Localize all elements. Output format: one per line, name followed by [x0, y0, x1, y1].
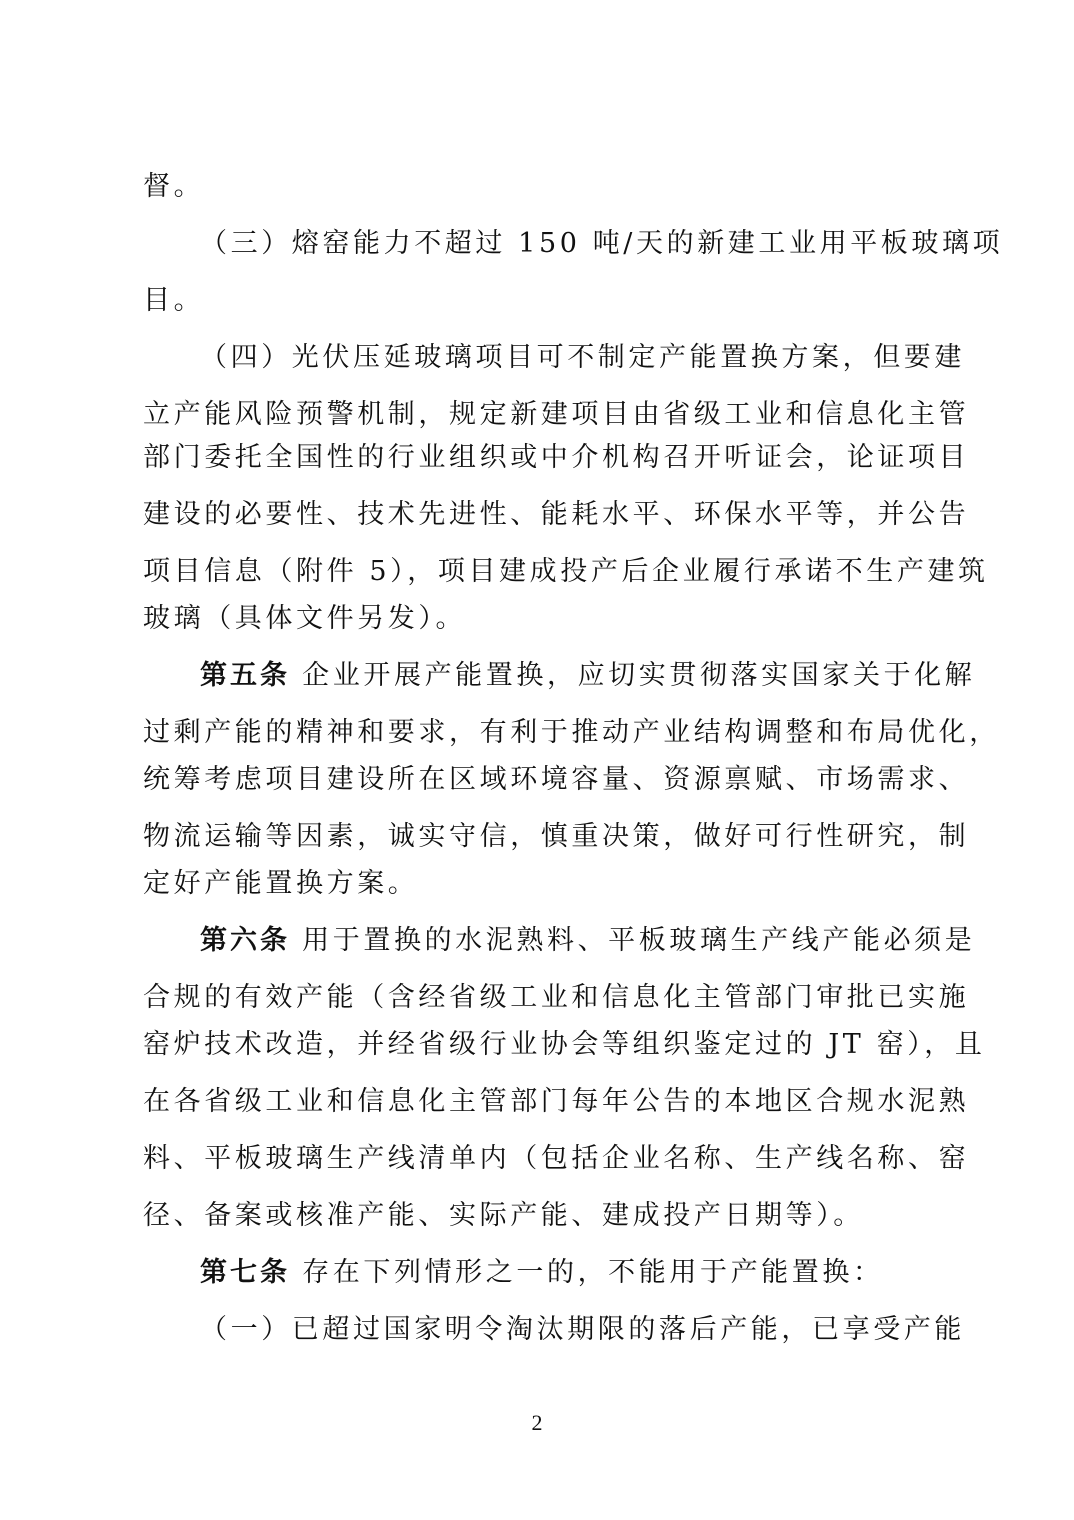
text-line: 定好产能置换方案。 — [143, 868, 419, 899]
text-line: 窑炉技术改造，并经省级行业协会等组织鉴定过的 JT 窑），且 — [143, 1029, 986, 1060]
text-line: 物流运输等因素，诚实守信，慎重决策，做好可行性研究，制 — [143, 821, 970, 852]
text-line: 径、备案或核准产能、实际产能、建成投产日期等）。 — [143, 1200, 864, 1231]
text-line: 目。 — [143, 285, 205, 316]
text-line: 在各省级工业和信息化主管部门每年公告的本地区合规水泥熟 — [143, 1086, 970, 1117]
article-text: 企业开展产能置换，应切实贯彻落实国家关于化解 — [290, 660, 976, 691]
text-line: 料、平板玻璃生产线清单内（包括企业名称、生产线名称、窑 — [143, 1143, 970, 1174]
text-line: 统筹考虑项目建设所在区域环境容量、资源禀赋、市场需求、 — [143, 764, 970, 795]
text-line: 督。 — [143, 171, 205, 202]
text-line: （三）熔窑能力不超过 150 吨/天的新建工业用平板玻璃项 — [200, 228, 1004, 259]
text-line: 玻璃（具体文件另发）。 — [143, 603, 467, 634]
text-line: 合规的有效产能（含经省级工业和信息化主管部门审批已实施 — [143, 982, 970, 1013]
article-7-line — [200, 1253, 933, 1293]
text-line: （一）已超过国家明令淘汰期限的落后产能，已享受产能 — [200, 1314, 965, 1345]
text-line: （四）光伏压延玻璃项目可不制定产能置换方案，但要建 — [200, 342, 965, 373]
article-heading: 第五条 — [200, 660, 290, 691]
text-line: 建设的必要性、技术先进性、能耗水平、环保水平等，并公告 — [143, 499, 970, 530]
text-line: 项目信息（附件 5），项目建成投产后企业履行承诺不生产建筑 — [143, 556, 989, 587]
text-line: 立产能风险预警机制，规定新建项目由省级工业和信息化主管 — [143, 399, 970, 430]
article-5-line — [200, 656, 976, 696]
article-heading: 第六条 — [200, 925, 290, 956]
text-line: 过剩产能的精神和要求，有利于推动产业结构调整和布局优化， — [143, 717, 1000, 748]
article-heading: 第七条 — [200, 1257, 290, 1288]
text-line: 部门委托全国性的行业组织或中介机构召开听证会，论证项目 — [143, 442, 970, 473]
article-6-line — [200, 921, 976, 961]
article-text: 用于置换的水泥熟料、平板玻璃生产线产能必须是 — [290, 925, 976, 956]
article-text: 存在下列情形之一的，不能用于产能置换： — [290, 1257, 884, 1288]
page-number: 2 — [531, 1410, 543, 1435]
